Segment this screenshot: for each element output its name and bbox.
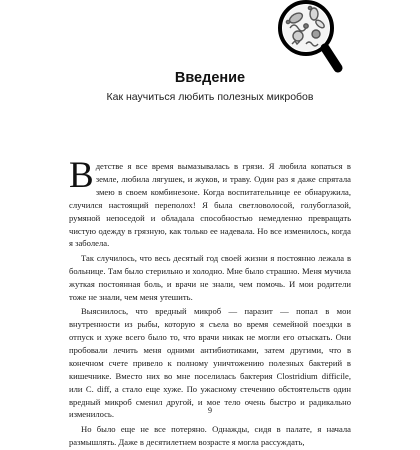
paragraph-1 (69, 155, 351, 250)
paragraph-2: Так случилось, что весь десятый год своей жизни я постоянно лежала в больнице. Там было стерильно и холодно. Мне было страшно. Меня мучила жуткая постоянная боль, и врачи не знали, чем помочь. И мои родители тоже не знали, чем меня утешить. (69, 252, 351, 302)
chapter-title: Введение (174, 70, 246, 86)
paragraph-4: Но было еще не все потеряно. Однажды, сидя в палате, я начала размышлять. Даже в десятилетнем возрасте я могла рассуждать, (69, 423, 351, 447)
paragraph-1-text: детстве я все время вымазывалась в грязи. Я любила копаться в земле, любила лягушек, и жуков, и траву. Один раз я даже спрятала змею в своем комбинезоне. Когда воспитательнице ее обнаружила, случился настоящий переполох! Я была светловолосой, голубоглазой, румяной непоседой и обладала способностью немедленно превращать чистую одежду в грязную, как только ее надевала. Но все изменилось, когда я заболела. (69, 161, 351, 249)
chapter-subtitle: Как научиться любить полезных микробов (106, 91, 314, 103)
paragraph-3: Выяснилось, что вредный микроб — паразит — попал в мои внутренности из рыбы, которую я съела во время семейной поездки в отпуск и хуже всего было то, что врачи никак не могли его отыскать. Они пробовали лечить меня одними антибиотиками, затем другими, что в конечном счете привело к полному уничтожению полезных бактерий в кишечнике. Вместо них во мне поселилась бактерия Clostridium difficile, или C. diff, а стало еще хуже. По ужасному стечению обстоятельств один вредный микроб сменил другой, и мое тело очень быстро и радикально изменилось. (69, 306, 351, 420)
page-number: 9 (208, 406, 212, 415)
magnifying-glass-microbes-icon (276, 0, 344, 80)
drop-cap: В (69, 155, 94, 196)
